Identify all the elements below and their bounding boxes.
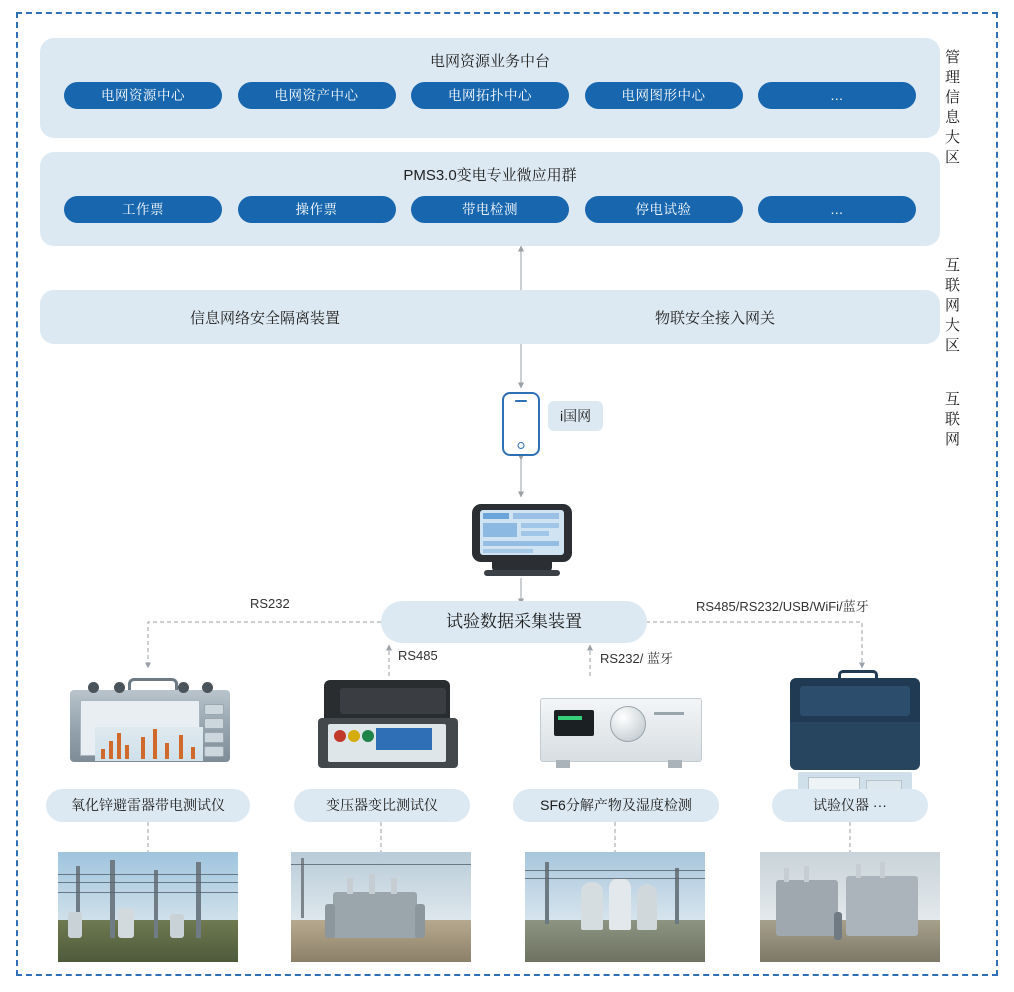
tablet-screen: [480, 510, 564, 555]
pill-grid-resource[interactable]: 电网资源中心: [64, 82, 222, 109]
link-label-rs232-bluetooth: RS232/ 蓝牙: [600, 651, 673, 666]
instrument2-screen: [376, 728, 432, 750]
rugged-tablet-icon: [466, 502, 578, 578]
pill-pms-more[interactable]: ...: [758, 196, 916, 223]
photo-transformer-yard: [760, 852, 940, 962]
instrument1-display: [95, 727, 203, 761]
pill-grid-asset[interactable]: 电网资产中心: [238, 82, 396, 109]
iot-secure-gateway: 物联安全接入网关: [654, 309, 775, 327]
device-label-ratio-tester[interactable]: 变压器变比测试仪: [294, 789, 470, 822]
instrument-arrester-tester-image: [70, 678, 230, 770]
phone-home-button: [518, 442, 525, 449]
photo-power-transformer: [291, 852, 471, 962]
phone-speaker: [515, 400, 527, 402]
pill-operation-ticket[interactable]: 操作票: [238, 196, 396, 223]
instrument-sf6-analyzer-image: [540, 690, 700, 774]
pill-grid-more[interactable]: ...: [758, 82, 916, 109]
pill-grid-topology[interactable]: 电网拓扑中心: [411, 82, 569, 109]
device-label-arrester-tester[interactable]: 氧化锌避雷器带电测试仪: [46, 789, 250, 822]
data-acquisition-device: 试验数据采集装置: [381, 601, 647, 643]
instrument-case-image: [790, 678, 920, 774]
link-label-rs485: RS485: [398, 648, 438, 663]
photo-gis-equipment: [525, 852, 705, 962]
link-label-rs232-left: RS232: [250, 596, 290, 611]
panel-title-grid-resource-center: 电网资源业务中台: [429, 53, 550, 70]
instrument1-panel: [80, 700, 200, 756]
pill-live-detection[interactable]: 带电检测: [411, 196, 569, 223]
side-label-management-zone: 管 理 信 息 大 区: [944, 49, 961, 166]
link-label-multi-right: RS485/RS232/USB/WiFi/蓝牙: [696, 599, 869, 614]
instrument-ratio-tester-image: [318, 680, 458, 772]
panel-pms-microapps: [40, 152, 940, 246]
instrument4-lid: [790, 678, 920, 722]
pill-grid-graphics[interactable]: 电网图形中心: [585, 82, 743, 109]
panel-grid-resource-center: [40, 38, 940, 138]
panel-title-pms-microapps: PMS3.0变电专业微应用群: [403, 167, 577, 184]
instrument4-base: [790, 722, 920, 770]
instrument2-lid: [324, 680, 450, 720]
side-label-internet: 互 联 网: [944, 391, 961, 448]
photo-substation-arresters: [58, 852, 238, 962]
instrument3-dial: [610, 706, 646, 742]
instrument3-screen: [554, 710, 594, 736]
pill-row-grid-resource-center: [40, 82, 940, 109]
pill-row-pms-microapps: [40, 196, 940, 223]
device-label-sf6-analyzer[interactable]: SF6分解产物及湿度检测: [513, 789, 719, 822]
smartphone-icon: [502, 392, 540, 456]
pill-work-ticket[interactable]: 工作票: [64, 196, 222, 223]
security-bar: [40, 290, 940, 344]
security-isolation-device: 信息网络安全隔离装置: [189, 309, 340, 327]
tablet-base: [484, 570, 560, 576]
app-chip-iguowang[interactable]: i国网: [548, 401, 603, 431]
side-label-internet-zone: 互 联 网 大 区: [944, 257, 961, 354]
pill-outage-test[interactable]: 停电试验: [585, 196, 743, 223]
device-label-other-instruments[interactable]: 试验仪器 ···: [772, 789, 928, 822]
